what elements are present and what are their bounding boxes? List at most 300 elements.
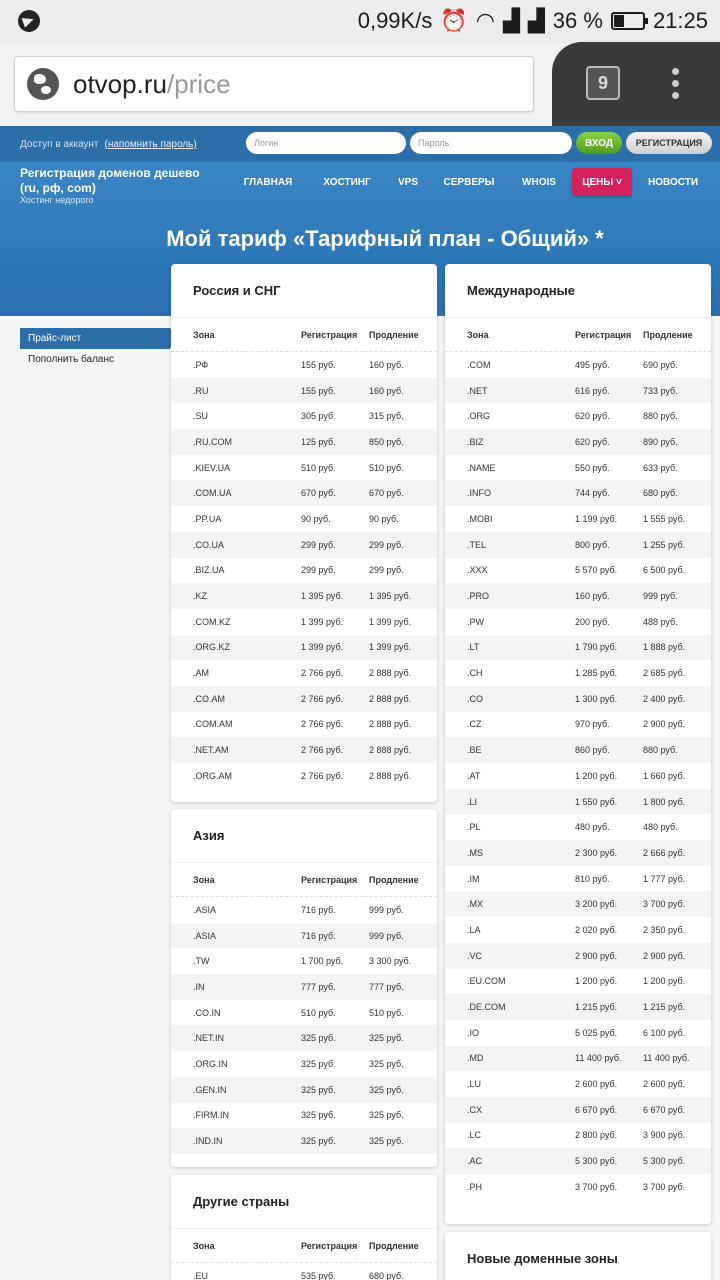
col-zone: Зона	[193, 1240, 215, 1251]
register-button[interactable]: РЕГИСТРАЦИЯ	[626, 132, 712, 154]
reg-price-cell: 155 руб.	[301, 385, 336, 396]
zone-cell: .CX	[467, 1104, 483, 1115]
renew-price-cell: 2 888 руб.	[369, 693, 412, 704]
nav-servers[interactable]: СЕРВЕРЫ	[443, 176, 495, 188]
zone-cell: .RU.COM	[193, 436, 232, 447]
col-renew: Продление	[369, 329, 419, 340]
reg-price-cell: 3 200 руб.	[575, 899, 618, 910]
renew-price-cell: 325 руб.	[369, 1110, 404, 1121]
table-row	[171, 352, 437, 378]
telegram-icon	[18, 10, 40, 32]
reg-price-cell: 325 руб.	[301, 1084, 336, 1095]
battery-icon	[611, 12, 645, 30]
renew-price-cell: 1 215 руб.	[643, 1002, 686, 1013]
card-international	[445, 264, 711, 1224]
alarm-icon: ⏰	[440, 8, 468, 33]
renew-price-cell: 488 руб.	[643, 616, 678, 627]
col-renew: Продление	[643, 329, 693, 340]
tab-switcher-button[interactable]: 9	[586, 66, 620, 100]
table-row	[445, 814, 711, 840]
table-row	[171, 1263, 437, 1280]
login-button[interactable]: ВХОД	[576, 132, 622, 154]
renew-price-cell: 880 руб.	[643, 411, 678, 422]
zone-cell: .COM.KZ	[193, 616, 231, 627]
nav-news[interactable]: НОВОСТИ	[647, 176, 699, 188]
reg-price-cell: 155 руб.	[301, 359, 336, 370]
reg-price-cell: 860 руб.	[575, 745, 610, 756]
table-header	[445, 318, 711, 352]
renew-price-cell: 1 800 руб.	[643, 796, 686, 807]
renew-price-cell: 6 100 руб.	[643, 1027, 686, 1038]
card-title: Россия и СНГ	[171, 264, 437, 318]
status-bar	[0, 0, 720, 42]
reg-price-cell: 1 199 руб.	[575, 513, 618, 524]
renew-price-cell: 2 888 руб.	[369, 719, 412, 730]
nav-hosting[interactable]: ХОСТИНГ	[323, 176, 371, 188]
zone-cell: .RU	[193, 385, 209, 396]
renew-price-cell: 325 руб.	[369, 1084, 404, 1095]
table-row	[171, 660, 437, 686]
reg-price-cell: 90 руб.	[301, 513, 331, 524]
card-title: Международные	[445, 264, 711, 318]
table-row	[445, 1174, 711, 1200]
table-row	[171, 583, 437, 609]
table-row	[445, 1046, 711, 1072]
site-brand[interactable]: Регистрация доменов дешево (ru, рф, com)	[20, 166, 200, 195]
table-row	[171, 1128, 437, 1154]
wifi-icon: ◠	[475, 8, 495, 33]
reg-price-cell: 620 руб.	[575, 436, 610, 447]
reg-price-cell: 6 670 руб.	[575, 1104, 618, 1115]
reg-price-cell: 800 руб.	[575, 539, 610, 550]
reg-price-cell: 1 700 руб.	[301, 956, 344, 967]
reg-price-cell: 620 руб.	[575, 411, 610, 422]
table-row	[445, 1097, 711, 1123]
table-row	[445, 609, 711, 635]
renew-price-cell: 2 350 руб.	[643, 924, 686, 935]
table-row	[171, 429, 437, 455]
renew-price-cell: 3 700 руб.	[643, 1181, 686, 1192]
reg-price-cell: 480 руб.	[575, 822, 610, 833]
renew-price-cell: 1 395 руб.	[369, 591, 412, 602]
renew-price-cell: 2 685 руб.	[643, 668, 686, 679]
reg-price-cell: 670 руб.	[301, 488, 336, 499]
col-zone: Зона	[467, 329, 489, 340]
renew-price-cell: 325 руб.	[369, 1136, 404, 1147]
reg-price-cell: 1 200 руб.	[575, 770, 618, 781]
renew-price-cell: 1 255 руб.	[643, 539, 686, 550]
col-reg: Регистрация	[301, 1240, 358, 1251]
reg-price-cell: 2 020 руб.	[575, 924, 618, 935]
card-new-zones	[445, 1232, 711, 1280]
zone-cell: .IM	[467, 873, 480, 884]
table-row	[171, 923, 437, 949]
url-host: otvop.ru	[73, 68, 167, 99]
col-zone: Зона	[193, 874, 215, 885]
reg-price-cell: 550 руб.	[575, 462, 610, 473]
renew-price-cell: 2 400 руб.	[643, 693, 686, 704]
renew-price-cell: 160 руб.	[369, 359, 404, 370]
table-row	[445, 789, 711, 815]
renew-price-cell: 2 888 руб.	[369, 745, 412, 756]
globe-icon	[27, 68, 59, 100]
zone-cell: .CH	[467, 668, 483, 679]
zone-cell: .GEN.IN	[193, 1084, 227, 1095]
reg-price-cell: 325 руб.	[301, 1058, 336, 1069]
table-row	[445, 994, 711, 1020]
table-row	[171, 1077, 437, 1103]
zone-cell: .IN	[193, 981, 205, 992]
table-row	[445, 660, 711, 686]
zone-cell: .NET	[467, 385, 488, 396]
table-row	[171, 403, 437, 429]
forgot-password-link[interactable]: (напомнить пароль)	[104, 138, 197, 150]
renew-price-cell: 690 руб.	[643, 359, 678, 370]
reg-price-cell: 1 300 руб.	[575, 693, 618, 704]
reg-price-cell: 716 руб.	[301, 930, 336, 941]
card-other	[171, 1175, 437, 1280]
reg-price-cell: 2 300 руб.	[575, 847, 618, 858]
table-row	[445, 1123, 711, 1149]
zone-cell: .РФ	[193, 359, 209, 370]
reg-price-cell: 5 025 руб.	[575, 1027, 618, 1038]
zone-cell: .CO.IN	[193, 1007, 221, 1018]
renew-price-cell: 1 660 руб.	[643, 770, 686, 781]
card-russia	[171, 264, 437, 802]
table-row	[445, 583, 711, 609]
zone-cell: .VC	[467, 950, 483, 961]
zone-cell: .PRO	[467, 591, 490, 602]
renew-price-cell: 633 руб.	[643, 462, 678, 473]
zone-cell: .BE	[467, 745, 482, 756]
zone-cell: .NET.IN	[193, 1033, 225, 1044]
table-row	[171, 635, 437, 661]
zone-cell: .SU	[193, 411, 209, 422]
renew-price-cell: 880 руб.	[643, 745, 678, 756]
table-header	[171, 1229, 437, 1263]
renew-price-cell: 3 700 руб.	[643, 899, 686, 910]
renew-price-cell: 6 500 руб.	[643, 565, 686, 576]
reg-price-cell: 125 руб.	[301, 436, 336, 447]
table-row	[445, 506, 711, 532]
reg-price-cell: 2 800 руб.	[575, 1130, 618, 1141]
signal-icon: ▟	[502, 8, 520, 33]
table-row	[171, 1103, 437, 1129]
table-row	[171, 948, 437, 974]
network-speed: 0,99K/s	[357, 8, 433, 33]
reg-price-cell: 510 руб.	[301, 462, 336, 473]
reg-price-cell: 305 руб.	[301, 411, 336, 422]
page-title: Мой тариф «Тарифный план - Общий» *	[166, 226, 604, 251]
table-row	[171, 378, 437, 404]
renew-price-cell: 680 руб.	[369, 1270, 404, 1280]
table-row	[445, 635, 711, 661]
renew-price-cell: 1 555 руб.	[643, 513, 686, 524]
reg-price-cell: 299 руб.	[301, 565, 336, 576]
sidebar-item-price-list[interactable]: Прайс-лист	[20, 328, 170, 349]
table-row	[445, 1071, 711, 1097]
zone-cell: .ORG.AM	[193, 770, 233, 781]
nav-home[interactable]: ГЛАВНАЯ	[243, 176, 293, 188]
zone-cell: .MOBI	[467, 513, 493, 524]
reg-price-cell: 5 300 руб.	[575, 1156, 618, 1167]
login-input[interactable]: Логин	[246, 132, 406, 154]
reg-price-cell: 1 550 руб.	[575, 796, 618, 807]
table-row	[171, 532, 437, 558]
address-bar[interactable]	[14, 56, 534, 112]
zone-cell: .CO	[467, 693, 484, 704]
zone-cell: .BIZ	[467, 436, 484, 447]
table-row	[445, 866, 711, 892]
renew-price-cell: 2 666 руб.	[643, 847, 686, 858]
zone-cell: .PP.UA	[193, 513, 222, 524]
renew-price-cell: 5 300 руб.	[643, 1156, 686, 1167]
table-row	[171, 455, 437, 481]
zone-cell: .COM.UA	[193, 488, 232, 499]
table-row	[445, 429, 711, 455]
reg-price-cell: 495 руб.	[575, 359, 610, 370]
card-title: Другие страны	[171, 1175, 437, 1229]
renew-price-cell: 777 руб.	[369, 981, 404, 992]
table-header	[171, 863, 437, 897]
table-row	[171, 763, 437, 789]
zone-cell: .ORG.KZ	[193, 642, 231, 653]
zone-cell: .AC	[467, 1156, 483, 1167]
zone-cell: .PL	[467, 822, 481, 833]
table-row	[445, 1148, 711, 1174]
renew-price-cell: 850 руб.	[369, 436, 404, 447]
reg-price-cell: 970 руб.	[575, 719, 610, 730]
reg-price-cell: 535 руб.	[301, 1270, 336, 1280]
reg-price-cell: 744 руб.	[575, 488, 610, 499]
table-row	[171, 506, 437, 532]
zone-cell: .PW	[467, 616, 484, 627]
table-row	[171, 1000, 437, 1026]
renew-price-cell: 6 670 руб.	[643, 1104, 686, 1115]
renew-price-cell: 1 399 руб.	[369, 616, 412, 627]
zone-cell: .PH	[467, 1181, 483, 1192]
reg-price-cell: 777 руб.	[301, 981, 336, 992]
battery-percent: 36 %	[552, 8, 603, 33]
reg-price-cell: 1 215 руб.	[575, 1002, 618, 1013]
zone-cell: .ASIA	[193, 930, 217, 941]
table-row	[445, 840, 711, 866]
table-row	[445, 763, 711, 789]
zone-cell: .LI	[467, 796, 478, 807]
reg-price-cell: 3 700 руб.	[575, 1181, 618, 1192]
renew-price-cell: 2 888 руб.	[369, 770, 412, 781]
zone-cell: .ORG.IN	[193, 1058, 228, 1069]
reg-price-cell: 2 900 руб.	[575, 950, 618, 961]
zone-cell: .IND.IN	[193, 1136, 223, 1147]
zone-cell: .EU	[193, 1270, 209, 1280]
col-zone: Зона	[193, 329, 215, 340]
reg-price-cell: 510 руб.	[301, 1007, 336, 1018]
table-row	[445, 378, 711, 404]
zone-cell: .MD	[467, 1053, 484, 1064]
renew-price-cell: 999 руб.	[369, 930, 404, 941]
table-row	[171, 737, 437, 763]
zone-cell: .EU.COM	[467, 976, 506, 987]
renew-price-cell: 1 399 руб.	[369, 642, 412, 653]
table-row	[171, 897, 437, 923]
renew-price-cell: 890 руб.	[643, 436, 678, 447]
renew-price-cell: 999 руб.	[643, 591, 678, 602]
zone-cell: .AM	[193, 668, 210, 679]
reg-price-cell: 2 766 руб.	[301, 719, 344, 730]
zone-cell: .INFO	[467, 488, 491, 499]
table-row	[445, 943, 711, 969]
renew-price-cell: 11 400 руб.	[643, 1053, 690, 1064]
table-row	[445, 455, 711, 481]
table-row	[445, 532, 711, 558]
table-row	[171, 558, 437, 584]
renew-price-cell: 325 руб.	[369, 1033, 404, 1044]
zone-cell: .AT	[467, 770, 481, 781]
reg-price-cell: 1 790 руб.	[575, 642, 618, 653]
renew-price-cell: 1 888 руб.	[643, 642, 686, 653]
table-row	[445, 712, 711, 738]
zone-cell: .XXX	[467, 565, 488, 576]
table-row	[445, 480, 711, 506]
renew-price-cell: 3 900 руб.	[643, 1130, 686, 1141]
renew-price-cell: 299 руб.	[369, 565, 404, 576]
reg-price-cell: 2 766 руб.	[301, 745, 344, 756]
zone-cell: .LC	[467, 1130, 482, 1141]
renew-price-cell: 480 руб.	[643, 822, 678, 833]
reg-price-cell: 1 200 руб.	[575, 976, 618, 987]
card-title: Азия	[171, 809, 437, 863]
reg-price-cell: 1 395 руб.	[301, 591, 344, 602]
zone-cell: .COM	[467, 359, 491, 370]
zone-cell: .DE.COM	[467, 1002, 506, 1013]
account-bar	[0, 126, 720, 162]
renew-price-cell: 325 руб.	[369, 1058, 404, 1069]
zone-cell: .LA	[467, 924, 481, 935]
renew-price-cell: 2 888 руб.	[369, 668, 412, 679]
reg-price-cell: 160 руб.	[575, 591, 610, 602]
zone-cell: .BIZ.UA	[193, 565, 225, 576]
reg-price-cell: 2 766 руб.	[301, 693, 344, 704]
table-row	[445, 969, 711, 995]
site-tagline: Хостинг недорого	[20, 195, 94, 205]
zone-cell: .TW	[193, 956, 210, 967]
reg-price-cell: 325 руб.	[301, 1136, 336, 1147]
renew-price-cell: 999 руб.	[369, 904, 404, 915]
table-row	[171, 686, 437, 712]
nav-vps[interactable]: VPS	[397, 176, 418, 188]
password-input[interactable]: Пароль	[410, 132, 572, 154]
renew-price-cell: 670 руб.	[369, 488, 404, 499]
renew-price-cell: 2 900 руб.	[643, 950, 686, 961]
table-row	[445, 917, 711, 943]
renew-price-cell: 510 руб.	[369, 462, 404, 473]
renew-price-cell: 3 300 руб.	[369, 956, 412, 967]
renew-price-cell: 315 руб.	[369, 411, 404, 422]
table-row	[171, 480, 437, 506]
renew-price-cell: 733 руб.	[643, 385, 678, 396]
col-reg: Регистрация	[301, 329, 358, 340]
zone-cell: .LU	[467, 1079, 482, 1090]
zone-cell: .NAME	[467, 462, 496, 473]
table-row	[445, 558, 711, 584]
renew-price-cell: 160 руб.	[369, 385, 404, 396]
renew-price-cell: 510 руб.	[369, 1007, 404, 1018]
reg-price-cell: 616 руб.	[575, 385, 610, 396]
table-header	[171, 318, 437, 352]
zone-cell: .CZ	[467, 719, 482, 730]
reg-price-cell: 2 766 руб.	[301, 668, 344, 679]
reg-price-cell: 2 766 руб.	[301, 770, 344, 781]
renew-price-cell: 299 руб.	[369, 539, 404, 550]
table-row	[445, 1020, 711, 1046]
renew-price-cell: 2 600 руб.	[643, 1079, 686, 1090]
reg-price-cell: 716 руб.	[301, 904, 336, 915]
sidebar	[20, 328, 170, 370]
zone-cell: .MX	[467, 899, 484, 910]
clock: 21:25	[652, 8, 708, 33]
zone-cell: .LT	[467, 642, 480, 653]
table-row	[445, 352, 711, 378]
table-row	[171, 1025, 437, 1051]
reg-price-cell: 200 руб.	[575, 616, 610, 627]
table-row	[171, 1051, 437, 1077]
zone-cell: .COM.AM	[193, 719, 233, 730]
reg-price-cell: 2 600 руб.	[575, 1079, 618, 1090]
nav-whois[interactable]: WHOIS	[522, 176, 556, 188]
zone-cell: .NET.AM	[193, 745, 229, 756]
col-renew: Продление	[369, 874, 419, 885]
card-asia	[171, 809, 437, 1167]
table-row	[445, 737, 711, 763]
table-row	[445, 686, 711, 712]
zone-cell: .FIRM.IN	[193, 1110, 229, 1121]
col-reg: Регистрация	[301, 874, 358, 885]
reg-price-cell: 325 руб.	[301, 1033, 336, 1044]
zone-cell: .ORG	[467, 411, 491, 422]
reg-price-cell: 5 570 руб.	[575, 565, 618, 576]
reg-price-cell: 299 руб.	[301, 539, 336, 550]
table-row	[171, 609, 437, 635]
zone-cell: .MS	[467, 847, 484, 858]
col-renew: Продление	[369, 1240, 419, 1251]
col-reg: Регистрация	[575, 329, 632, 340]
reg-price-cell: 1 399 руб.	[301, 642, 344, 653]
reg-price-cell: 1 285 руб.	[575, 668, 618, 679]
zone-cell: .IO	[467, 1027, 480, 1038]
reg-price-cell: 810 руб.	[575, 873, 610, 884]
url-path: /price	[166, 68, 231, 99]
zone-cell: .ASIA	[193, 904, 217, 915]
nav-prices[interactable]: ЦЕНЫ ˅	[572, 168, 632, 196]
sidebar-item-top-up[interactable]: Пополнить баланс	[28, 354, 114, 365]
zone-cell: .KIEV.UA	[193, 462, 231, 473]
zone-cell: .CO.UA	[193, 539, 225, 550]
card-title: Новые доменные зоны	[445, 1232, 711, 1280]
renew-price-cell: 2 900 руб.	[643, 719, 686, 730]
access-label: Доступ в аккаунт	[20, 138, 99, 150]
zone-cell: .CO.AM	[193, 693, 226, 704]
table-row	[171, 974, 437, 1000]
signal-icon-2: ▟	[527, 8, 545, 33]
reg-price-cell: 11 400 руб.	[575, 1053, 622, 1064]
reg-price-cell: 325 руб.	[301, 1110, 336, 1121]
renew-price-cell: 90 руб.	[369, 513, 399, 524]
browser-toolbar	[0, 42, 720, 126]
overflow-menu-icon[interactable]	[672, 68, 682, 100]
table-row	[171, 712, 437, 738]
table-row	[445, 403, 711, 429]
